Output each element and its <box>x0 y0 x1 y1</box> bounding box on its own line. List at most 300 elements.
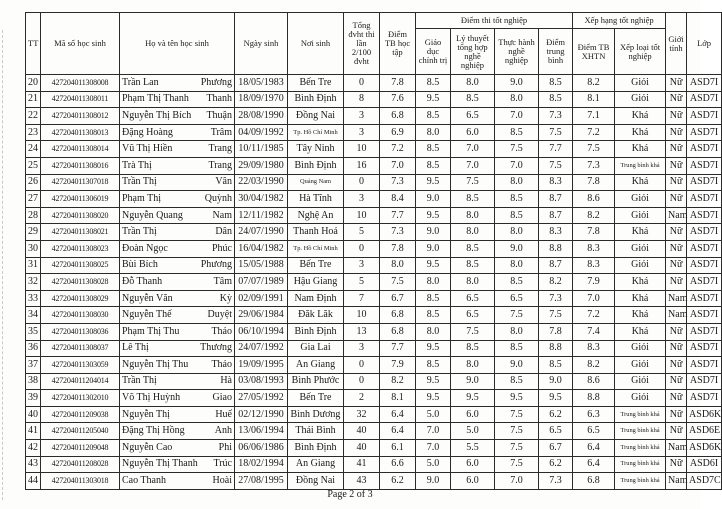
table-row <box>26 473 722 490</box>
cell-grade: Khá <box>615 274 666 291</box>
cell-theory: 8.0 <box>451 75 495 92</box>
cell-grade: Giỏi <box>615 75 666 92</box>
cell-birthplace: Quảng Nam <box>288 174 344 191</box>
cell-dob: 03/08/1993 <box>235 373 288 390</box>
student-surname: Trần Thị <box>122 375 157 387</box>
cell-tt: 40 <box>26 406 41 423</box>
cell-student-id: 427204011308013 <box>41 124 120 141</box>
cell-final-score: 6.4 <box>573 456 615 473</box>
cell-student-id: 427204011308012 <box>41 108 120 125</box>
cell-grade: Khá <box>615 224 666 241</box>
cell-class: ASD6K <box>687 406 722 423</box>
cell-student-id: 427204011303059 <box>41 357 120 374</box>
cell-practice: 9.0 <box>495 240 539 257</box>
cell-class: ASD7I <box>687 257 722 274</box>
cell-retake-credits: 3 <box>344 257 380 274</box>
cell-exam-average: 8.2 <box>539 274 573 291</box>
cell-gender: Nam <box>666 207 687 224</box>
table-row <box>26 307 722 324</box>
cell-gender: Nữ <box>666 423 687 440</box>
cell-grade: Khá <box>615 307 666 324</box>
cell-exam-average: 8.7 <box>539 207 573 224</box>
cell-gender: Nữ <box>666 390 687 407</box>
cell-student-name <box>120 290 235 307</box>
student-surname: Nguyễn Văn <box>122 292 173 304</box>
cell-student-name <box>120 456 235 473</box>
cell-grade: Giỏi <box>615 357 666 374</box>
cell-exam-average: 8.3 <box>539 224 573 241</box>
cell-practice: 9.0 <box>495 357 539 374</box>
cell-dob: 07/07/1989 <box>235 274 288 291</box>
cell-final-score: 6.3 <box>573 406 615 423</box>
student-surname: Nguyễn Thị <box>122 408 170 420</box>
cell-student-name <box>120 141 235 158</box>
student-surname: Nguyễn Thế <box>122 309 172 321</box>
cell-retake-credits: 10 <box>344 207 380 224</box>
cell-tt: 23 <box>26 124 41 141</box>
cell-study-gpa: 8.4 <box>380 191 416 208</box>
cell-class: ASD7I <box>687 373 722 390</box>
cell-student-name <box>120 340 235 357</box>
cell-dob: 19/09/1995 <box>235 357 288 374</box>
cell-exam-average: 8.5 <box>539 75 573 92</box>
cell-gender: Nữ <box>666 191 687 208</box>
student-given-name: Giao <box>212 392 232 404</box>
cell-practice: 8.5 <box>495 207 539 224</box>
cell-class: ASD7I <box>687 141 722 158</box>
cell-retake-credits: 32 <box>344 406 380 423</box>
cell-gender: Nữ <box>666 357 687 374</box>
cell-dob: 18/02/1994 <box>235 456 288 473</box>
cell-theory: 8.5 <box>451 91 495 108</box>
cell-tt: 33 <box>26 290 41 307</box>
col-group-exam-scores: Điểm thi tốt nghiệp <box>416 13 573 29</box>
cell-dob: 16/04/1982 <box>235 240 288 257</box>
cell-gender: Nữ <box>666 141 687 158</box>
cell-civics: 9.5 <box>416 390 451 407</box>
cell-birthplace: Bình Định <box>288 91 344 108</box>
cell-gender: Nữ <box>666 75 687 92</box>
cell-class: ASD7I <box>687 307 722 324</box>
cell-retake-credits: 5 <box>344 274 380 291</box>
cell-final-score: 7.9 <box>573 274 615 291</box>
cell-practice: 7.5 <box>495 440 539 457</box>
cell-class: ASD6I <box>687 456 722 473</box>
student-given-name: Quỳnh <box>204 192 232 204</box>
cell-student-id: 427204011307018 <box>41 174 120 191</box>
cell-gender: Nam <box>666 440 687 457</box>
cell-retake-credits: 41 <box>344 456 380 473</box>
cell-final-score: 8.2 <box>573 75 615 92</box>
student-given-name: Thảo <box>211 325 232 337</box>
cell-dob: 18/09/1970 <box>235 91 288 108</box>
cell-retake-credits: 40 <box>344 423 380 440</box>
cell-student-name <box>120 207 235 224</box>
table-row <box>26 390 722 407</box>
cell-birthplace: Hậu Giang <box>288 274 344 291</box>
cell-civics: 8.5 <box>416 141 451 158</box>
cell-student-id: 427204011308036 <box>41 323 120 340</box>
cell-grade: Giỏi <box>615 340 666 357</box>
cell-study-gpa: 7.7 <box>380 207 416 224</box>
cell-class: ASD7I <box>687 340 722 357</box>
student-surname: Đặng Hoàng <box>122 126 173 138</box>
student-given-name: Trang <box>208 159 232 171</box>
cell-student-id: 427204011209048 <box>41 440 120 457</box>
cell-retake-credits: 16 <box>344 157 380 174</box>
cell-study-gpa: 6.8 <box>380 323 416 340</box>
cell-study-gpa: 7.6 <box>380 91 416 108</box>
cell-final-score: 8.3 <box>573 257 615 274</box>
cell-gender: Nữ <box>666 174 687 191</box>
cell-practice: 7.5 <box>495 406 539 423</box>
cell-grade: Trung bình khá <box>615 440 666 457</box>
cell-exam-average: 8.8 <box>539 240 573 257</box>
cell-civics: 9.0 <box>416 473 451 490</box>
cell-theory: 6.5 <box>451 307 495 324</box>
cell-student-id: 427204011302010 <box>41 390 120 407</box>
cell-study-gpa: 7.8 <box>380 240 416 257</box>
cell-civics: 8.5 <box>416 75 451 92</box>
cell-final-score: 7.5 <box>573 141 615 158</box>
cell-theory: 7.0 <box>451 157 495 174</box>
cell-final-score: 8.6 <box>573 373 615 390</box>
cell-final-score: 8.1 <box>573 91 615 108</box>
cell-gender: Nữ <box>666 157 687 174</box>
cell-exam-average: 6.2 <box>539 456 573 473</box>
student-surname: Trần Thị <box>122 226 157 238</box>
cell-retake-credits: 7 <box>344 290 380 307</box>
cell-student-id: 427204011208028 <box>41 456 120 473</box>
col-header-student-id: Mã số học sinh <box>41 13 120 75</box>
cell-practice: 6.5 <box>495 290 539 307</box>
cell-birthplace: Bình Định <box>288 440 344 457</box>
cell-exam-average: 7.3 <box>539 108 573 125</box>
cell-practice: 8.0 <box>495 323 539 340</box>
cell-civics: 9.5 <box>416 174 451 191</box>
cell-class: ASD7I <box>687 207 722 224</box>
col-header-civics: Giáo dục chính trị <box>416 29 451 75</box>
cell-class: ASD7I <box>687 224 722 241</box>
cell-dob: 13/06/1994 <box>235 423 288 440</box>
cell-study-gpa: 6.7 <box>380 290 416 307</box>
cell-student-id: 427204011308011 <box>41 91 120 108</box>
page-number: Page 2 of 3 <box>327 489 373 500</box>
cell-class: ASD7I <box>687 290 722 307</box>
cell-grade: Trung bình khá <box>615 423 666 440</box>
cell-study-gpa: 6.8 <box>380 307 416 324</box>
cell-class: ASD7I <box>687 390 722 407</box>
cell-retake-credits: 2 <box>344 390 380 407</box>
student-surname: Nguyễn Cao <box>122 441 173 453</box>
cell-retake-credits: 10 <box>344 141 380 158</box>
cell-theory: 6.0 <box>451 406 495 423</box>
student-surname: Bùi Bích <box>122 259 158 271</box>
cell-tt: 28 <box>26 207 41 224</box>
cell-student-id: 427204011303018 <box>41 473 120 490</box>
cell-theory: 8.0 <box>451 274 495 291</box>
table-row <box>26 240 722 257</box>
cell-practice: 9.5 <box>495 390 539 407</box>
cell-dob: 15/05/1988 <box>235 257 288 274</box>
cell-student-name <box>120 157 235 174</box>
cell-student-id: 427204011306019 <box>41 191 120 208</box>
cell-class: ASD7I <box>687 124 722 141</box>
cell-student-name <box>120 390 235 407</box>
cell-student-name <box>120 406 235 423</box>
cell-retake-credits: 3 <box>344 340 380 357</box>
cell-class: ASD6E <box>687 423 722 440</box>
cell-study-gpa: 8.1 <box>380 390 416 407</box>
cell-civics: 8.5 <box>416 307 451 324</box>
student-surname: Nguyễn Thị Bích <box>122 109 192 121</box>
cell-civics: 9.5 <box>416 373 451 390</box>
student-given-name: Vân <box>215 176 232 188</box>
student-surname: Trần Thị <box>122 176 157 188</box>
cell-birthplace: An Giang <box>288 456 344 473</box>
table-row <box>26 274 722 291</box>
table-row <box>26 423 722 440</box>
cell-grade: Giỏi <box>615 191 666 208</box>
cell-practice: 8.5 <box>495 124 539 141</box>
cell-civics: 9.0 <box>416 191 451 208</box>
student-given-name: Thương <box>200 342 232 354</box>
cell-theory: 8.5 <box>451 240 495 257</box>
student-given-name: Duyệt <box>207 309 232 321</box>
table-row <box>26 157 722 174</box>
cell-tt: 31 <box>26 257 41 274</box>
cell-grade: Trung bình khá <box>615 456 666 473</box>
student-given-name: Tâm <box>213 275 232 287</box>
cell-exam-average: 7.5 <box>539 124 573 141</box>
cell-civics: 7.0 <box>416 440 451 457</box>
cell-retake-credits: 3 <box>344 108 380 125</box>
cell-theory: 5.0 <box>451 423 495 440</box>
table-row <box>26 141 722 158</box>
cell-class: ASD7I <box>687 108 722 125</box>
table-row <box>26 124 722 141</box>
student-given-name: Kỳ <box>219 292 232 304</box>
cell-birthplace: Thanh Hoá <box>288 224 344 241</box>
col-header-retake-credits: Tổng đvht thi lần 2/100 đvht <box>344 13 380 75</box>
cell-student-name <box>120 440 235 457</box>
cell-birthplace: Tp. Hồ Chí Minh <box>288 124 344 141</box>
table-row <box>26 257 722 274</box>
cell-grade: Trung bình khá <box>615 157 666 174</box>
cell-gender: Nữ <box>666 323 687 340</box>
cell-exam-average: 9.5 <box>539 390 573 407</box>
cell-practice: 8.0 <box>495 224 539 241</box>
cell-retake-credits: 43 <box>344 473 380 490</box>
cell-theory: 6.5 <box>451 108 495 125</box>
cell-theory: 8.0 <box>451 224 495 241</box>
student-given-name: Hà <box>220 375 232 387</box>
cell-class: ASD7C <box>687 473 722 490</box>
cell-grade: Khá <box>615 323 666 340</box>
col-header-birthplace: Nơi sinh <box>288 13 344 75</box>
cell-final-score: 7.4 <box>573 323 615 340</box>
cell-civics: 9.5 <box>416 207 451 224</box>
table-row <box>26 340 722 357</box>
cell-retake-credits: 10 <box>344 307 380 324</box>
cell-gender: Nam <box>666 473 687 490</box>
student-given-name: Dân <box>215 226 232 238</box>
cell-study-gpa: 6.2 <box>380 473 416 490</box>
cell-theory: 6.0 <box>451 456 495 473</box>
cell-exam-average: 8.8 <box>539 340 573 357</box>
cell-tt: 41 <box>26 423 41 440</box>
cell-grade: Giỏi <box>615 240 666 257</box>
cell-study-gpa: 7.8 <box>380 75 416 92</box>
cell-birthplace: Tây Ninh <box>288 141 344 158</box>
cell-student-id: 427204011308016 <box>41 157 120 174</box>
cell-practice: 7.0 <box>495 108 539 125</box>
cell-dob: 06/10/1994 <box>235 323 288 340</box>
header-row-top <box>26 13 722 29</box>
col-header-tt: TT <box>26 13 41 75</box>
cell-theory: 6.5 <box>451 290 495 307</box>
cell-student-name <box>120 257 235 274</box>
cell-student-name <box>120 124 235 141</box>
cell-student-id: 427204011308014 <box>41 141 120 158</box>
cell-grade: Khá <box>615 108 666 125</box>
cell-dob: 06/06/1986 <box>235 440 288 457</box>
cell-exam-average: 6.5 <box>539 423 573 440</box>
table-row <box>26 174 722 191</box>
cell-study-gpa: 8.0 <box>380 257 416 274</box>
cell-grade: Trung bình khá <box>615 473 666 490</box>
cell-tt: 43 <box>26 456 41 473</box>
cell-tt: 22 <box>26 108 41 125</box>
cell-retake-credits: 13 <box>344 323 380 340</box>
cell-theory: 9.5 <box>451 390 495 407</box>
cell-retake-credits: 3 <box>344 124 380 141</box>
table-row <box>26 440 722 457</box>
cell-retake-credits: 0 <box>344 240 380 257</box>
cell-birthplace: Bến Tre <box>288 75 344 92</box>
cell-exam-average: 8.5 <box>539 357 573 374</box>
cell-practice: 7.0 <box>495 473 539 490</box>
cell-birthplace: Hà Tĩnh <box>288 191 344 208</box>
cell-practice: 9.0 <box>495 75 539 92</box>
cell-retake-credits: 0 <box>344 373 380 390</box>
table-row <box>26 373 722 390</box>
col-header-study-gpa: Điểm TB học tập <box>380 13 416 75</box>
student-surname: Lê Thị <box>122 342 149 354</box>
cell-exam-average: 6.7 <box>539 440 573 457</box>
student-surname: Nguyễn Quang <box>122 209 183 221</box>
table-row <box>26 323 722 340</box>
cell-theory: 5.5 <box>451 440 495 457</box>
cell-dob: 12/11/1982 <box>235 207 288 224</box>
cell-tt: 32 <box>26 274 41 291</box>
cell-birthplace: Đồng Nai <box>288 108 344 125</box>
cell-final-score: 8.2 <box>573 207 615 224</box>
cell-retake-credits: 8 <box>344 91 380 108</box>
cell-dob: 02/09/1991 <box>235 290 288 307</box>
cell-final-score: 7.8 <box>573 174 615 191</box>
cell-dob: 02/12/1990 <box>235 406 288 423</box>
cell-gender: Nữ <box>666 456 687 473</box>
cell-practice: 8.5 <box>495 373 539 390</box>
cell-theory: 6.0 <box>451 124 495 141</box>
col-header-final-score: Điểm TB XHTN <box>573 29 615 75</box>
cell-retake-credits: 0 <box>344 357 380 374</box>
cell-grade: Giỏi <box>615 373 666 390</box>
cell-student-id: 427204011308030 <box>41 307 120 324</box>
cell-tt: 21 <box>26 91 41 108</box>
cell-student-id: 427204011308021 <box>41 224 120 241</box>
col-header-theory: Lý thuyết tổng hợp nghề nghiệp <box>451 29 495 75</box>
cell-retake-credits: 3 <box>344 191 380 208</box>
student-given-name: Phúc <box>212 242 232 254</box>
cell-tt: 37 <box>26 357 41 374</box>
table-row <box>26 357 722 374</box>
cell-gender: Nữ <box>666 373 687 390</box>
cell-study-gpa: 6.4 <box>380 406 416 423</box>
cell-dob: 29/06/1984 <box>235 307 288 324</box>
cell-practice: 8.5 <box>495 191 539 208</box>
cell-final-score: 7.8 <box>573 224 615 241</box>
student-surname: Đặng Thị Hồng <box>122 425 185 437</box>
student-surname: Đoàn Ngọc <box>122 242 168 254</box>
cell-grade: Giỏi <box>615 390 666 407</box>
cell-final-score: 8.3 <box>573 340 615 357</box>
student-surname: Đỗ Thanh <box>122 275 163 287</box>
cell-exam-average: 8.7 <box>539 191 573 208</box>
cell-civics: 5.0 <box>416 456 451 473</box>
cell-student-id: 427204011209038 <box>41 406 120 423</box>
cell-gender: Nam <box>666 290 687 307</box>
cell-class: ASD7I <box>687 174 722 191</box>
cell-exam-average: 7.5 <box>539 307 573 324</box>
table-row <box>26 75 722 92</box>
cell-dob: 18/05/1983 <box>235 75 288 92</box>
cell-practice: 7.5 <box>495 423 539 440</box>
cell-exam-average: 8.3 <box>539 174 573 191</box>
cell-tt: 44 <box>26 473 41 490</box>
cell-tt: 35 <box>26 323 41 340</box>
cell-theory: 8.5 <box>451 340 495 357</box>
cell-final-score: 7.0 <box>573 290 615 307</box>
cell-grade: Giỏi <box>615 207 666 224</box>
cell-student-id: 427204011308008 <box>41 75 120 92</box>
cell-birthplace: An Giang <box>288 357 344 374</box>
student-surname: Trà Thị <box>122 159 152 171</box>
col-header-class: Lớp <box>687 13 722 75</box>
cell-final-score: 7.2 <box>573 124 615 141</box>
cell-final-score: 8.6 <box>573 191 615 208</box>
table-row <box>26 108 722 125</box>
student-given-name: Hoài <box>212 475 232 487</box>
cell-gender: Nữ <box>666 274 687 291</box>
student-surname: Nguyễn Thị Thanh <box>122 458 198 470</box>
cell-exam-average: 7.8 <box>539 323 573 340</box>
cell-practice: 8.0 <box>495 174 539 191</box>
cell-class: ASD7I <box>687 157 722 174</box>
cell-student-name <box>120 224 235 241</box>
cell-grade: Giỏi <box>615 257 666 274</box>
cell-exam-average: 6.2 <box>539 406 573 423</box>
cell-student-name <box>120 473 235 490</box>
cell-dob: 28/08/1990 <box>235 108 288 125</box>
cell-theory: 8.0 <box>451 207 495 224</box>
cell-study-gpa: 6.8 <box>380 108 416 125</box>
cell-birthplace: Nam Định <box>288 290 344 307</box>
cell-civics: 8.5 <box>416 157 451 174</box>
cell-tt: 42 <box>26 440 41 457</box>
student-given-name: Thuận <box>206 109 232 121</box>
